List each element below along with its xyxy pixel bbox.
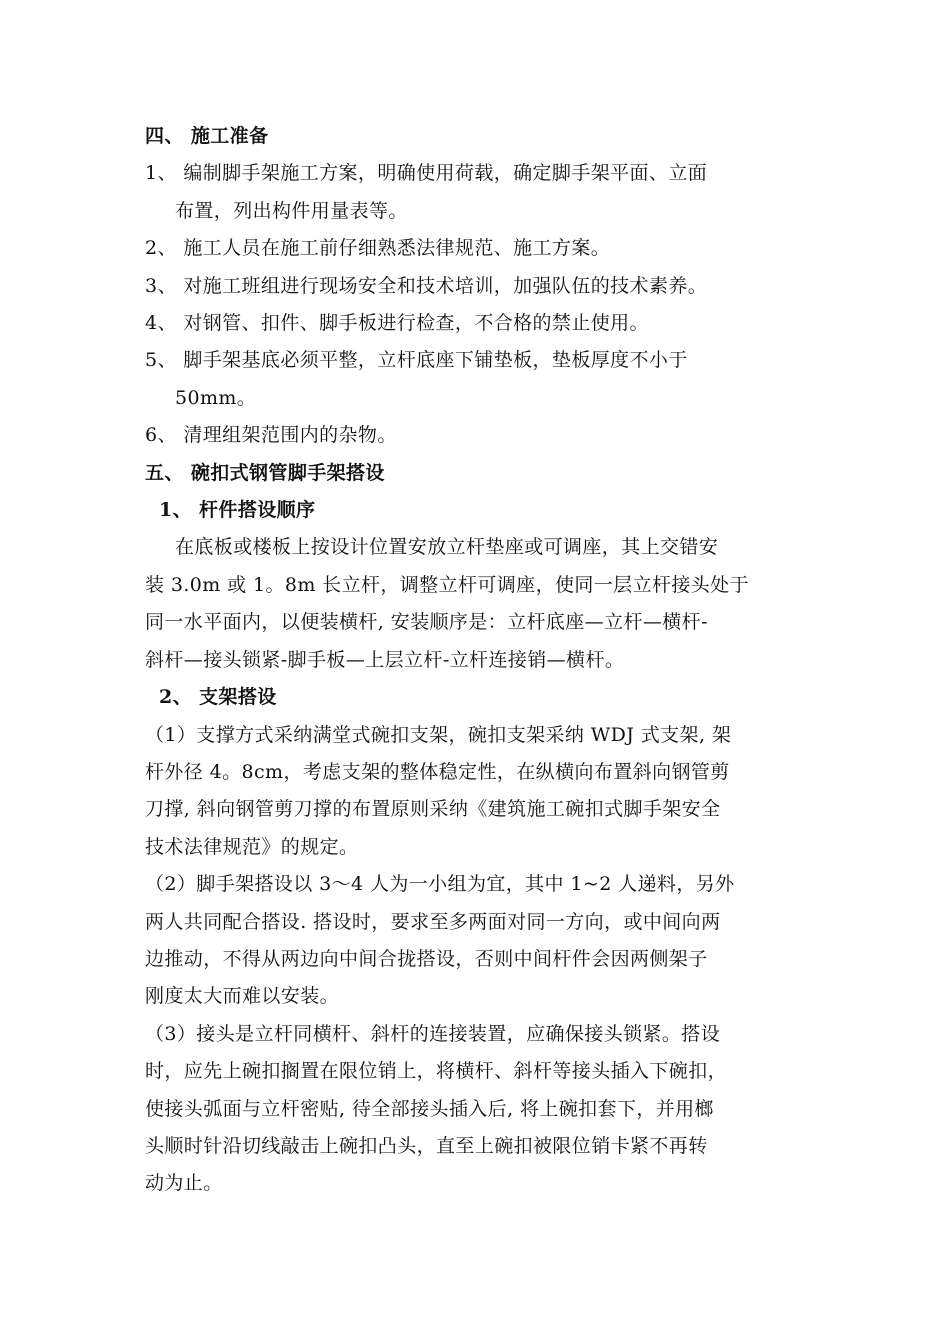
list-item-3: 3、 对施工班组进行现场安全和技术培训，加强队伍的技术素养。 (145, 274, 708, 297)
paragraph-line: 刀撑, 斜向钢管剪刀撑的布置原则采纳《建筑施工碗扣式脚手架安全 (145, 798, 721, 821)
list-item-5: 5、 脚手架基底必须平整，立杆底座下铺垫板，垫板厚度不小于 (145, 349, 688, 372)
subsection-1-heading: 1、 杆件搭设顺序 (159, 499, 316, 522)
list-item-4: 4、 对钢管、扣件、脚手板进行检查，不合格的禁止使用。 (145, 312, 649, 335)
paragraph-line: 杆外径 4。8cm，考虑支架的整体稳定性，在纵横向布置斜向钢管剪 (145, 760, 730, 783)
subsection-2-heading: 2、 支架搭设 (159, 686, 277, 709)
section-5-heading: 五、 碗扣式钢管脚手架搭设 (145, 461, 385, 484)
paragraph-line: （2）脚手架搭设以 3～4 人为一小组为宜，其中 1~2 人递料，另外 (145, 873, 735, 896)
paragraph-line: 动为止。 (145, 1172, 223, 1195)
paragraph-line: （1）支撑方式采纳满堂式碗扣支架，碗扣支架采纳 WDJ 式支架, 架 (145, 723, 732, 746)
list-item-1: 1、 编制脚手架施工方案，明确使用荷载，确定脚手架平面、立面 (145, 162, 708, 185)
paragraph-line: 时，应先上碗扣搁置在限位销上，将横杆、斜杆等接头插入下碗扣， (145, 1060, 728, 1083)
paragraph-line: 刚度太大而难以安装。 (145, 985, 340, 1008)
list-item-6: 6、 清理组架范围内的杂物。 (145, 424, 397, 447)
paragraph-line: 斜杆—接头锁紧-脚手板—上层立杆-立杆连接销—横杆。 (145, 648, 625, 671)
paragraph-line: 在底板或楼板上按设计位置安放立杆垫座或可调座，其上交错安 (175, 536, 719, 559)
paragraph-line: 头顺时针沿切线敲击上碗扣凸头，直至上碗扣被限位销卡紧不再转 (145, 1134, 708, 1157)
paragraph-line: 边推动，不得从两边向中间合拢搭设，否则中间杆件会因两侧架子 (145, 947, 708, 970)
paragraph-line: （3）接头是立杆同横杆、斜杆的连接装置，应确保接头锁紧。搭设 (145, 1022, 721, 1045)
paragraph-line: 同一水平面内，以便装横杆, 安装顺序是：立杆底座—立杆—横杆- (145, 611, 708, 634)
section-4-heading: 四、 施工准备 (145, 125, 269, 147)
list-item-1-continuation: 布置，列出构件用量表等。 (175, 199, 408, 222)
paragraph-line: 两人共同配合搭设. 搭设时，要求至多两面对同一方向，或中间向两 (145, 910, 721, 933)
document-body (145, 118, 810, 1203)
list-item-2: 2、 施工人员在施工前仔细熟悉法律规范、施工方案。 (145, 237, 611, 260)
paragraph-line: 装 3.0m 或 1。8m 长立杆，调整立杆可调座，使同一层立杆接头处于 (145, 573, 749, 596)
list-item-5-continuation: 50mm。 (175, 386, 257, 409)
paragraph-line: 技术法律规范》的规定。 (145, 835, 359, 858)
paragraph-line: 使接头弧面与立杆密贴, 待全部接头插入后, 将上碗扣套下，并用榔 (145, 1097, 714, 1120)
